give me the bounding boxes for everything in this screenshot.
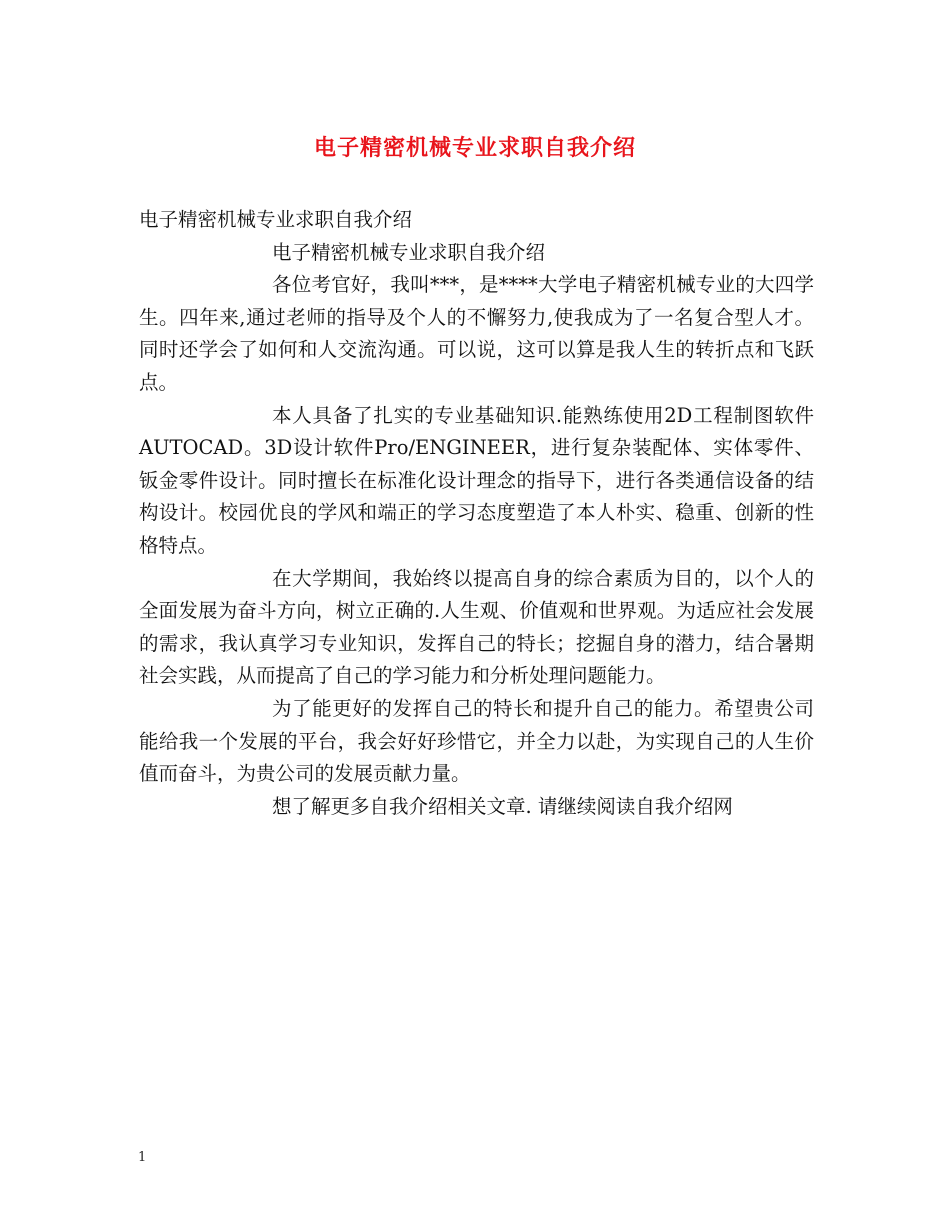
document-body	[139, 204, 814, 823]
paragraph-university: 在大学期间，我始终以提高自身的综合素质为目的，以个人的全面发展为奋斗方向，树立正确的.人生观、价值观和世界观。为适应社会发展的需求，我认真学习专业知识，发挥自己的特长；挖掘自身的潜力，结合暑期社会实践，从而提高了自己的学习能力和分析处理问题能力。	[139, 566, 814, 688]
paragraph-more-link: 想了解更多自我介绍相关文章. 请继续阅读自我介绍网	[272, 794, 733, 818]
paragraph-heading: 电子精密机械专业求职自我介绍	[139, 208, 413, 231]
page-number: 1	[138, 1150, 147, 1165]
paragraph-subheading: 电子精密机械专业求职自我介绍	[272, 240, 546, 264]
document-title: 电子精密机械专业求职自我介绍	[313, 135, 636, 161]
paragraph-skills: 本人具备了扎实的专业基础知识.能熟练使用2D工程制图软件AUTOCAD。3D设计软件Pro/ENGINEER，进行复杂装配体、实体零件、钣金零件设计。同时擅长在标准化设计理念的指导下，进行各类通信设备的结构设计。校园优良的学风和端正的学习态度塑造了本人朴实、稳重、创新的性格特点。	[139, 403, 814, 557]
paragraph-greeting: 各位考官好，我叫***，是****大学电子精密机械专业的大四学生。四年来,通过老师的指导及个人的不懈努力,使我成为了一名复合型人才。同时还学会了如何和人交流沟通。可以说，这可以算是我人生的转折点和飞跃点。	[139, 273, 814, 394]
paragraph-closing: 为了能更好的发挥自己的特长和提升自己的能力。希望贵公司能给我一个发展的平台，我会好好珍惜它，并全力以赴，为实现自己的人生价值而奋斗，为贵公司的发展贡献力量。	[139, 696, 814, 786]
